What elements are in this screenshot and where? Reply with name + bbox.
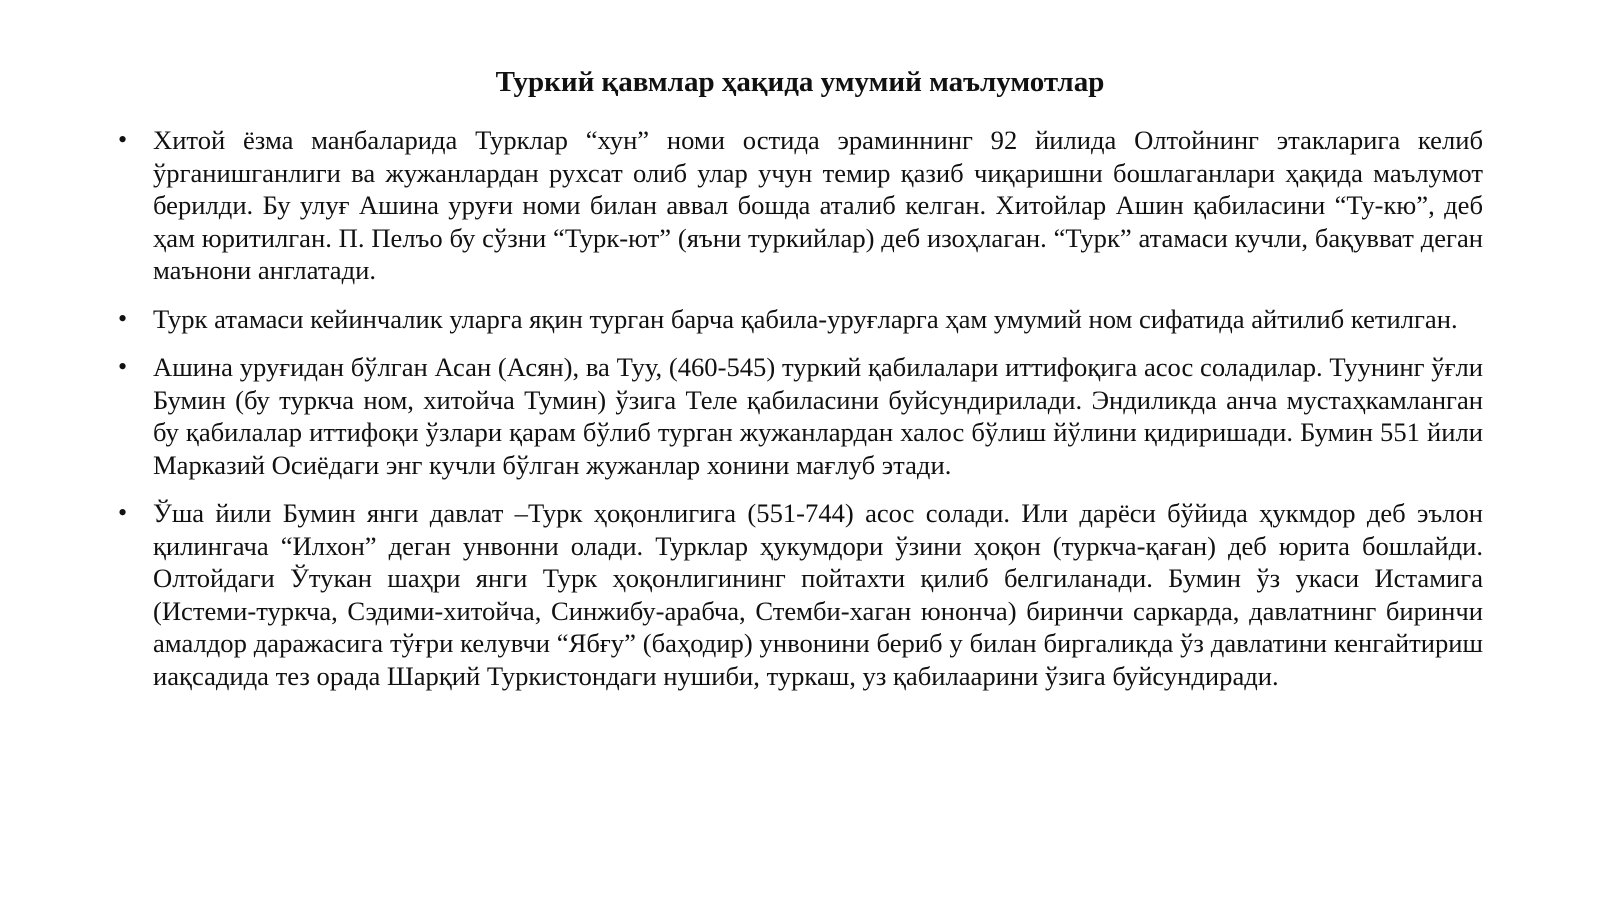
bullet-icon: • [118, 498, 128, 527]
bullet-text: Ашина уруғидан бўлган Асан (Асян), ва Туу, (460-545) туркий қабилалари иттифоқига асос соладилар. Туунинг ўғли Бумин (бу туркча ном, хитойча Тумин) ўзига Теле қабиласини буйсундирилади. Эндиликда анча мустаҳкамланган бу қабилалар иттифоқи ўзлари қарам бўлиб турган жужанлардан халос бўлиш йўлини қидиришади. Бумин 551 йили Марказий Осиёдаги энг кучли бўлган жужанлар хонини мағлуб этади. [153, 352, 1483, 480]
bullet-item [118, 303, 1483, 336]
bullet-icon: • [118, 125, 128, 154]
bullet-item [118, 124, 1483, 287]
bullet-item [118, 497, 1483, 692]
bullet-list [118, 124, 1483, 708]
bullet-icon: • [118, 303, 128, 333]
bullet-item [118, 351, 1483, 481]
bullet-text: Хитой ёзма манбаларида Турклар “хун” номи остида эраминнинг 92 йилида Олтойнинг этакларига келиб ўрганишганлиги ва жужанлардан рухсат олиб улар учун темир қазиб чиқаришни бошлаганлари ҳақида маълумот берилди. Бу улуғ Ашина уруғи номи билан аввал бошда аталиб келган. Хитойлар Ашин қабиласини “Ту-кю”, деб ҳам юритилган. П. Пелъо бу сўзни “Турк-ют” (яъни туркийлар) деб изоҳлаган. “Турк” атамаси кучли, бақувват деган маънони англатади. [153, 125, 1483, 285]
bullet-text: Ўша йили Бумин янги давлат –Турк ҳоқонлигига (551-744) асос солади. Или дарёси бўйида ҳукмдор деб эълон қилингача “Илхон” деган унвонни олади. Турклар ҳукумдори ўзини ҳоқон (туркча-қаған) деб юрита бошлайди. Олтойдаги Ўтукан шаҳри янги Турк ҳоқонлигининг пойтахти қилиб белгиланади. Бумин ўз укаси Истамига (Истеми-туркча, Сэдими-хитойча, Синжибу-арабча, Стемби-хаган юнонча) биринчи саркарда, давлатнинг биринчи амалдор даражасига тўғри келувчи “Ябғу” (баҳодир) унвонини бериб у билан биргаликда ўз давлатини кенгайтириш иақсадида тез орада Шарқий Туркистондаги нушиби, туркаш, уз қабилаарини ўзига буйсундиради. [153, 498, 1483, 691]
slide-title: Туркий қавмлар ҳақида умумий маълумотлар [495, 66, 1105, 98]
bullet-icon: • [118, 352, 128, 381]
bullet-text: Турк атамаси кейинчалик уларга яқин турган барча қабила-уруғларга ҳам умумий ном сифатида айтилиб кетилган. [153, 303, 1458, 334]
